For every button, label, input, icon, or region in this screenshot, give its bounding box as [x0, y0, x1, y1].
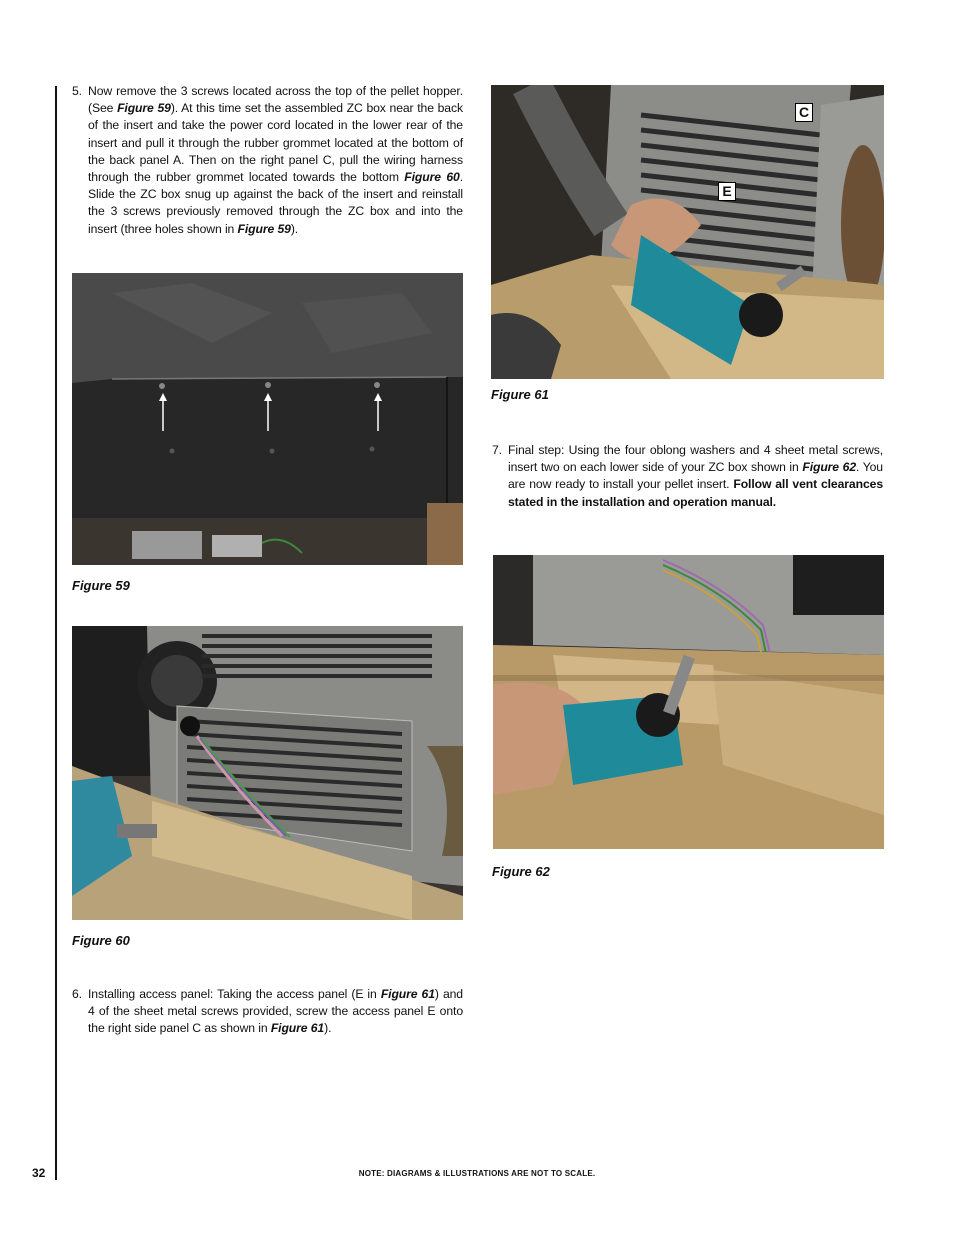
step-6-text-1: Installing access panel: Taking the access panel (E in — [88, 987, 381, 1001]
step-7-text-2: . You are now ready to install your pellet insert. — [508, 460, 883, 492]
figure-59-photo — [72, 273, 463, 565]
step-7-number: 7. — [492, 443, 502, 457]
step-5-figure-ref-1: Figure 59 — [117, 101, 171, 116]
figure-61-label-e: E — [718, 182, 736, 201]
figure-61-label-c: C — [795, 103, 813, 122]
step-5-text-2: ). At this time set the assembled ZC box near the back of the insert and take the power cord located in the lower rear of the insert and pull it through the rubber grommet located at the bottom of the back panel A. Then on the right panel C, pull the wiring harness through the rubber grommet located towards the bottom — [88, 101, 463, 185]
figure-61-photo — [491, 85, 884, 379]
figure-60-photo — [72, 626, 463, 920]
figure-62-photo — [493, 555, 884, 849]
step-6-paragraph — [72, 986, 463, 1038]
page-number: 32 — [32, 1166, 46, 1180]
step-6-text-3: ). — [324, 1021, 332, 1036]
figure-60-caption: Figure 60 — [72, 933, 130, 948]
step-6-figure-ref-2: Figure 61 — [270, 1021, 325, 1036]
step-5-figure-ref-2: Figure 60 — [404, 170, 460, 185]
step-6-number: 6. — [72, 987, 82, 1001]
step-5-text-4: ). — [290, 221, 299, 236]
step-5-figure-ref-3: Figure 59 — [237, 221, 291, 236]
step-7-figure-ref-1: Figure 62 — [802, 460, 856, 475]
step-7-text-1: Final step: Using the four oblong washers and 4 sheet metal screws, insert two on each lower side of your ZC box shown in — [508, 443, 883, 475]
step-6-text-2: ) and 4 of the sheet metal screws provided, screw the access panel E onto the right side panel C as shown in — [88, 987, 463, 1036]
step-7-bold-warning: Follow all vent clearances stated in the installation and operation manual. — [508, 477, 883, 509]
figure-59-caption: Figure 59 — [72, 578, 130, 593]
figure-62-caption: Figure 62 — [492, 864, 550, 879]
step-5-paragraph — [72, 83, 463, 238]
step-7-paragraph — [492, 442, 883, 511]
figure-61-caption: Figure 61 — [491, 387, 549, 402]
step-5-text-1: Now remove the 3 screws located across the top of the pellet hopper. (See — [88, 84, 463, 116]
step-5-text-3: . Slide the ZC box snug up against the back of the insert and reinstall the 3 screws previously removed through the ZC box and into the insert (three holes shown in — [88, 170, 463, 236]
step-5-number: 5. — [72, 84, 82, 98]
left-margin-rule — [55, 86, 57, 1180]
footer-note: NOTE: DIAGRAMS & ILLUSTRATIONS ARE NOT TO SCALE. — [358, 1169, 596, 1178]
step-6-figure-ref-1: Figure 61 — [380, 987, 435, 1001]
